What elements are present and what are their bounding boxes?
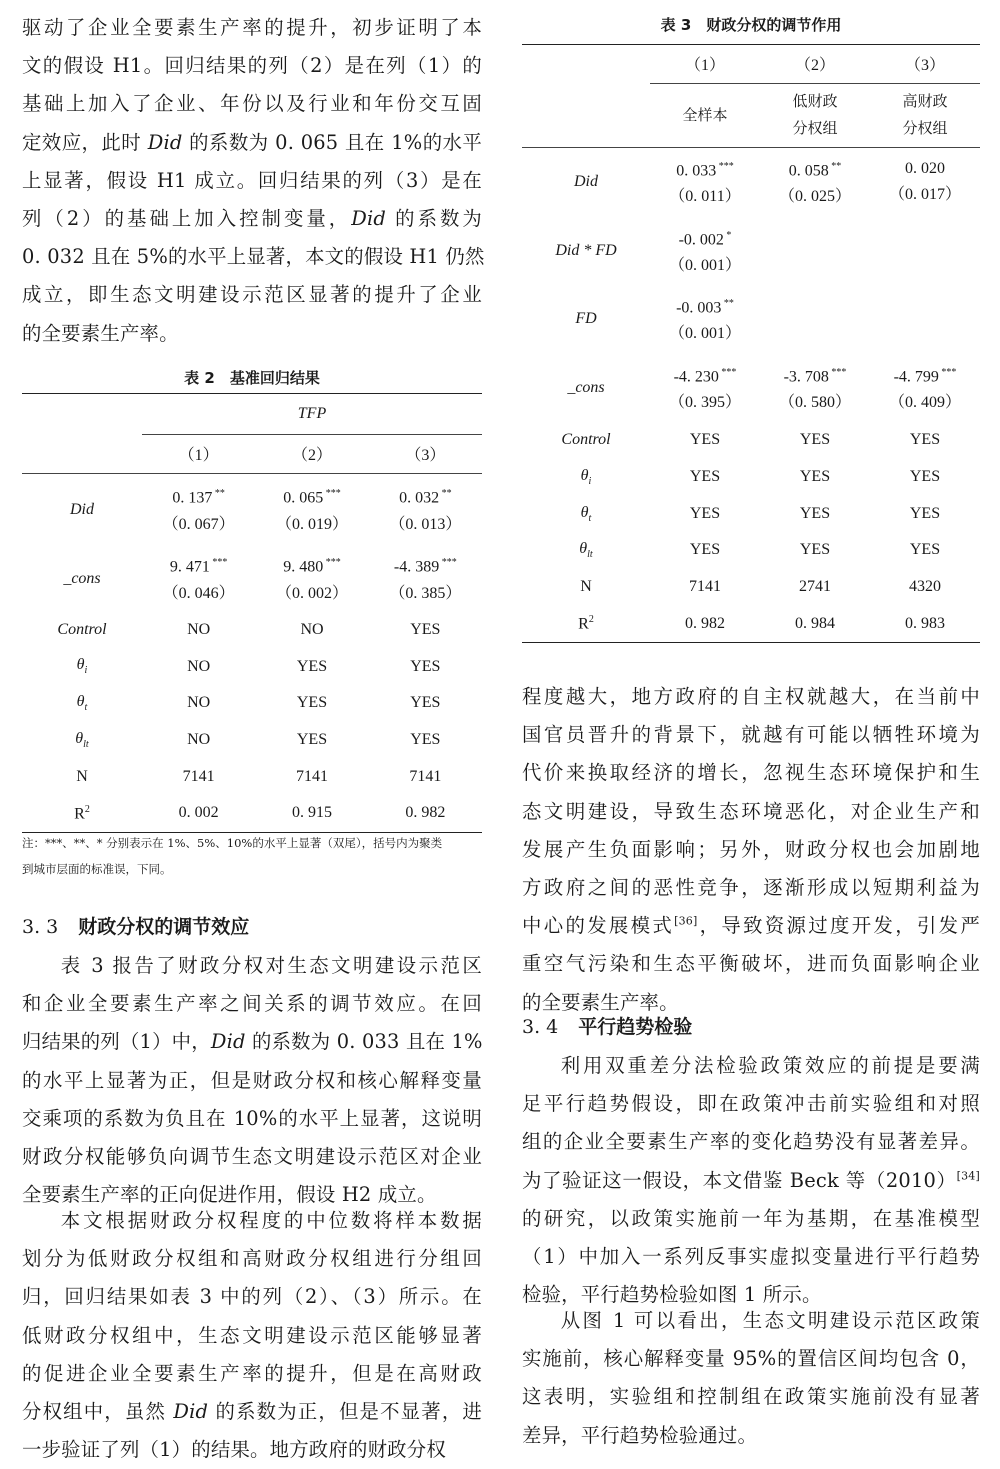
section-title: 平行趋势检验 [578,1016,693,1038]
cell-value: YES [410,657,441,675]
section-3-3-heading [22,908,482,946]
standard-error: （0. 025） [778,188,851,206]
table3 [522,44,980,643]
column-header: （3） [405,447,446,465]
table2-note [22,830,482,882]
text-line: 态文明建设，导致生态环境恶化，对企业生产和 [522,799,980,823]
coefficient: -0. 003 ** [676,298,734,317]
cell-value: 0. 002 [178,804,219,822]
column-header: （1） [178,447,219,465]
cell-value: YES [296,730,328,748]
table-row: N 7141 2741 4320 [522,569,980,606]
cell-value: 0. 984 [795,614,835,632]
section-3-3-paragraph-1 [22,947,482,1214]
text-line: 重空气污染和生态平衡破坏，进而负面影响企业 [522,952,980,976]
cell-value: YES [689,468,721,486]
cell-value: 0. 982 [405,804,446,822]
cell-value: 7141 [409,767,442,785]
cell-value: YES [799,541,831,559]
cell-value: YES [689,541,721,559]
coefficient: 0. 020 [905,160,945,178]
cell-value: 7141 [182,767,215,785]
table3-caption: 表 3 财政分权的调节作用 [660,16,842,34]
text-line: 检验，平行趋势检验如图 1 所示。 [522,1283,822,1307]
coefficient: -0. 002 * [678,229,732,248]
standard-error: （0. 580） [778,393,851,411]
table-row: $R^2$ 0. 982 0. 984 0. 983 [522,605,980,642]
cell-value: NO [187,730,211,748]
table-row: Control NO NO YES [22,612,482,649]
standard-error: （0. 385） [389,584,462,602]
text-line: 实施前，核心解释变量 95%的置信区间均包含 0， [522,1347,980,1371]
table2 [22,393,482,833]
text-line: 从图 1 可以看出，生态文明建设示范区政策 [560,1309,980,1332]
text-line: 成立，即生态文明建设示范区显著的提升了企业 [22,283,482,307]
text-line: 的全要素生产率。 [522,990,679,1014]
cell-value: NO [187,620,211,638]
cell-value: YES [410,694,441,712]
text-line: 本文根据财政分权程度的中位数将样本数据 [60,1209,482,1232]
section-number: 3. 3 [22,916,59,938]
standard-error: （0. 002） [275,584,348,602]
table-row: $\theta_t$ NO YES YES [22,685,482,722]
table-row: $R^2$ 0. 002 0. 915 0. 982 [22,795,482,832]
standard-error: （0. 067） [162,515,235,533]
column-subheader: 低财政 分权组 [792,92,838,138]
table-row: _cons -4. 230 *** （0. 395） -3. 708 *** （0. 580） -4. 799 *** （0. 409） [522,354,980,423]
text-line: 的全要素生产率。 [22,321,179,345]
coefficient: -4. 230 *** [673,366,737,385]
table-row: N 7141 7141 7141 [22,758,482,795]
standard-error: （0. 001） [668,325,741,343]
intro-paragraph [22,9,485,353]
table-row: Did 0. 033 *** （0. 011） 0. 058 ** （0. 025） 0. 020 （0. 017） [522,148,980,217]
standard-error: （0. 001） [668,256,741,274]
text-line: 文的假设 H1。回归结果的列（2）是在列（1）的 [22,54,482,78]
coefficient: 0. 137 ** [172,488,225,507]
cell-value: YES [799,504,831,522]
coefficient: -3. 708 *** [783,366,847,385]
table2-caption: 表 2 基准回归结果 [184,369,320,387]
text-line: 代价来换取经济的增长，忽视生态环境保护和生 [522,761,980,785]
table-note-line: 到城市层面的标准误，下同。 [22,862,172,876]
cell-value: 7141 [689,578,721,596]
coefficient: 0. 058 ** [788,161,842,180]
text-line: 利用双重差分法检验政策效应的前提是要满 [560,1054,980,1077]
cell-value: NO [187,694,211,712]
column-subheader: 全样本 [682,105,728,124]
cell-value: YES [410,730,441,748]
standard-error: （0. 019） [275,515,348,533]
section-title: 财政分权的调节效应 [78,916,250,938]
dependent-variable: TFP [142,394,482,435]
text-line: 中心的发展模式[36]，导致资源过度开发，引发严 [522,914,980,938]
coefficient: -4. 389 *** [393,557,457,576]
text-line: 交乘项的系数为负且在 10%的水平上显著，这说明 [22,1106,482,1130]
cell-value: YES [799,468,831,486]
text-line: 上显著，假设 H1 成立。回归结果的列（3）是在 [22,168,482,192]
column-header: （1） [650,45,760,84]
table-row: $\theta_i$ NO YES YES [22,648,482,685]
text-line: 和企业全要素生产率之间关系的调节效应。在回 [22,992,482,1016]
column-header: （3） [870,45,980,84]
coefficient: 0. 032 ** [399,488,452,507]
coefficient: 9. 480 *** [283,557,341,576]
text-line: 为了验证这一假设，本文借鉴 Beck 等（2010）[34] [522,1168,980,1192]
cell-value: YES [689,504,721,522]
cell-value: YES [689,431,721,449]
text-line: 0. 032 且在 5%的水平上显著，本文的假设 H1 仍然 [22,245,485,269]
cell-value: YES [909,431,941,449]
cell-value: 7141 [295,767,328,785]
table-row: $\theta_{lt}$ NO YES YES [22,722,482,759]
cell-value: 0. 982 [685,614,725,632]
text-line: 的水平上显著为正，但是财政分权和核心解释变量 [22,1068,482,1092]
text-line: 程度越大，地方政府的自主权就越大，在当前中 [522,685,980,708]
text-line: 驱动了企业全要素生产率的提升，初步证明了本 [22,16,482,39]
coefficient: -4. 799 *** [893,366,957,385]
table-row: $\theta_t$ YES YES YES [522,495,980,532]
cell-value: 0. 983 [905,614,945,632]
cell-value: YES [799,431,831,449]
text-line: 的研究，以政策实施前一年为基期，在基准模型 [522,1206,980,1230]
table-row: Control YES YES YES [522,422,980,459]
text-line: 方政府之间的恶性竞争，逐渐形成以短期利益为 [522,876,980,900]
text-line: 这表明，实验组和控制组在政策实施前没有显著 [522,1385,980,1409]
standard-error: （0. 395） [668,393,741,411]
section-3-4-paragraph-2 [522,1302,980,1455]
cell-value: YES [909,541,941,559]
standard-error: （0. 013） [389,515,462,533]
text-line: 国官员晋升的背景下，就越有可能以牺牲环境为 [522,723,980,747]
text-line: 的促进企业全要素生产率的提升，但是在高财政 [22,1361,482,1385]
table-row: _cons 9. 471 *** （0. 046） 9. 480 *** （0. 002） -4. 389 *** （0. 385） [22,546,482,612]
cell-value: 0. 915 [291,804,332,822]
text-line: 足平行趋势假设，即在政策冲击前实验组和对照 [522,1092,980,1116]
text-line: 全要素生产率的正向促进作用，假设 H2 成立。 [22,1183,437,1207]
cell-value: NO [187,657,211,675]
text-line: 归，回归结果如表 3 中的列（2）、（3）所示。在 [22,1285,482,1309]
text-line: 基础上加入了企业、年份以及行业和年份交互固 [22,92,482,116]
cell-value: YES [296,657,328,675]
table-row: $\theta_i$ YES YES YES [522,459,980,496]
continued-paragraph [522,678,980,1022]
cell-value: YES [296,694,328,712]
text-line: 归结果的列（1）中，Did 的系数为 0. 033 且在 1% [22,1030,483,1054]
text-line: 定效应，此时 Did 的系数为 0. 065 且在 1%的水平 [22,130,482,154]
text-line: 列（2）的基础上加入控制变量，Did 的系数为 [22,207,482,231]
section-3-4-paragraph-1 [522,1047,980,1314]
coefficient: 0. 033 *** [676,161,734,180]
standard-error: （0. 409） [888,393,961,411]
coefficient: 0. 065 *** [283,488,341,507]
table-row: Did 0. 137 ** （0. 067） 0. 065 *** （0. 019） 0. 032 ** （0. 013） [22,473,482,546]
text-line: 组的企业全要素生产率的变化趋势没有显著差异。 [522,1130,980,1154]
table-row: Did * FD -0. 002 * （0. 001） [522,217,980,286]
text-line: 财政分权能够负向调节生态文明建设示范区对企业 [22,1145,482,1169]
coefficient: 9. 471 *** [169,557,228,576]
standard-error: （0. 046） [162,584,235,602]
cell-value: NO [300,620,324,638]
cell-value: YES [909,468,941,486]
standard-error: （0. 017） [888,186,961,204]
cell-value: 2741 [799,578,831,596]
section-number: 3. 4 [522,1016,559,1038]
table-row: $\theta_{lt}$ YES YES YES [522,532,980,569]
column-header: （2） [291,447,332,465]
text-line: 低财政分权组中，生态文明建设示范区能够显著 [22,1323,482,1347]
cell-value: YES [410,620,441,638]
cell-value: 4320 [909,578,941,596]
text-line: 分权组中，虽然 Did 的系数为正，但是不显著，进 [22,1400,483,1424]
text-line: 发展产生负面影响；另外，财政分权也会加剧地 [522,837,980,861]
text-line: 差异，平行趋势检验通过。 [522,1423,758,1447]
table-row: FD -0. 003 ** （0. 001） [522,285,980,354]
text-line: （1）中加入一系列反事实虚拟变量进行平行趋势 [522,1245,980,1269]
text-line: 表 3 报告了财政分权对生态文明建设示范区 [60,954,482,977]
text-line: 划分为低财政分权组和高财政分权组进行分组回 [22,1247,482,1271]
column-subheader: 高财政 分权组 [902,92,948,138]
text-line: 一步验证了列（1）的结果。地方政府的财政分权 [22,1438,446,1462]
table-note-line: 注：***、**、* 分别表示在 1%、5%、10%的水平上显著（双尾），括号内为聚类 [22,836,443,850]
section-3-3-paragraph-2 [22,1202,482,1469]
standard-error: （0. 011） [669,188,741,206]
column-header: （2） [760,45,870,84]
section-3-4-heading [522,1008,980,1046]
cell-value: YES [909,504,941,522]
